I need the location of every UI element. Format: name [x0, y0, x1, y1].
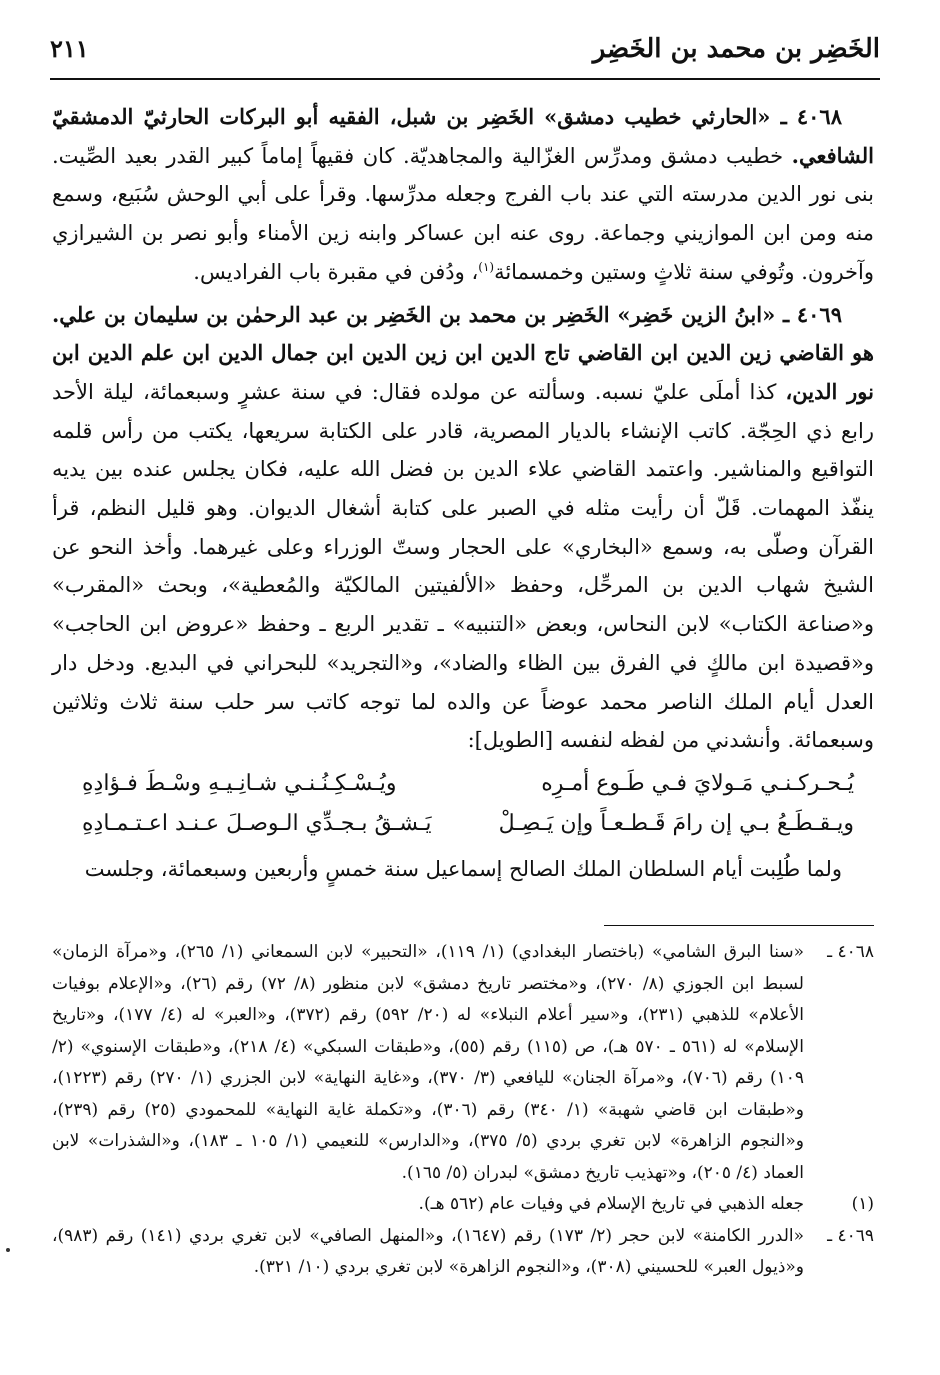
main-text: [52, 98, 874, 893]
footnote: [52, 1189, 874, 1221]
footnote: [52, 937, 874, 1189]
footnote-label: ٤٠٦٨ ـ: [827, 942, 874, 962]
footnote: [52, 1221, 874, 1284]
footnote-text: جعله الذهبي في تاريخ الإسلام في وفيات عام (٥٦٢ هـ).: [418, 1194, 804, 1214]
margin-dot: [6, 1248, 10, 1252]
verse-second-hemistich: ويُـسْـكِـنُـنـي شـانِـيـهِ وسْـطَ فـؤادِهِ: [82, 770, 397, 796]
footnote-reference: (١): [478, 259, 495, 274]
page-number: ٢١١: [50, 34, 89, 63]
footnotes: [52, 937, 874, 1284]
page-header: [50, 30, 880, 74]
entry-body-tail: ، ودُفن في مقبرة باب الفراديس.: [193, 259, 479, 284]
verse-first-hemistich: ويـقـطَـعُ بـي إن رامَ قَـطـعـاً وإن يَـصِـلْ: [498, 810, 854, 836]
verse-line: [82, 804, 854, 844]
footnote-label: ٤٠٦٩ ـ: [827, 1225, 874, 1246]
footnote-text: «سنا البرق الشامي» (باختصار البغدادي) (١/ ١١٩)، «التحبير» لابن السمعاني (١/ ٢٦٥)، و«مرآة الزمان» لسبط ابن الجوزي (٨/ ٢٧٠)، و«مختصر تاريخ دمشق» لابن منظور (٨/ ٧٢) رقم (٢٦)، و«الإعلام بوفيات الأعلام» للذهبي (٢٣١)، و«سير أعلام النبلاء» له (٢٠/ ٥٩٢) رقم (٣٧٢)، و«العبر» له (٤/ ١٧٧)، و«تاريخ الإسلام» له (٥٦١ ـ ٥٧٠ هـ)، ص (١١٥) رقم (٥٥)، و«طبقات السبكي» (٤/ ٢١٨)، و«طبقات الإسنوي» (٢/ ١٠٩) رقم (٧٠٦)، و«مرآة الجنان» لليافعي (٣/ ٣٧٠)، و«غاية النهاية» لابن الجزري (١/ ٢٧٠) رقم (١٢٢٣)، و«طبقات ابن قاضي شهبة» (١/ ٣٤٠) رقم (٣٠٦)، و«تكملة غاية النهاية» للمحمودي (٢٥) رقم (٢٣٩)، و«النجوم الزاهرة» لابن تغري بردي (٥/ ٣٧٥)، و«الدارس» للنعيمي (١/ ١٠٥ ـ ١٨٣)، و«الشذرات» لابن العماد (٤/ ٢٠٥)، و«تهذيب تاريخ دمشق» لبدران (٥/ ١٦٥).: [52, 942, 804, 1183]
entry-heading: ٤٠٦٩ ـ «ابنُ الزين خَضِر» الخَضِر بن محمد بن الخَضِر بن عبد الرحمٰن بن سليمان بن علي. هو القاضي زين الدين ابن القاضي تاج الدين ابن زين الدين ابن جمال الدين ابن علم الدين ابن نور الدين،: [52, 301, 874, 404]
verse-second-hemistich: يَـشـقُ بـجـدِّي الـوصـلَ عـنـد اعـتـمـادِهِ: [82, 810, 432, 836]
entry-body: خطيب دمشق ومدرِّس الغزّالية والمجاهديّة. كان فقيهاً إماماً كبير القدر بعيد الصِّيت. بنى نور الدين مدرسته التي عند باب الفرج وجعله مدرِّسها. وقرأ على أبي الوحش سُبَيع، وسمع منه ومن ابن الموازيني وجماعة. روى عنه ابن عساكر وابنه زين الأمناء وأبو نصر بن الشيرازي وآخرون. وتُوفي سنة ثلاثٍ وستين وخمسمائة: [52, 143, 874, 284]
continuation-paragraph: ولما طُلِبت أيام السلطان الملك الصالح إسماعيل سنة خمسٍ وأربعين وسبعمائة، وجلست: [84, 856, 842, 881]
header-rule: [50, 78, 880, 80]
entry-body: كذا أملَى عليّ نسبه. وسألته عن مولده فقال: في سنة عشرٍ وسبعمائة، ليلة الأحد رابع ذي الحِجّة. كاتب الإنشاء بالديار المصرية، قادر على الكتابة سريعها، يكتب من رأس قلمه التواقيع والمناشير. واعتمد القاضي علاء الدين بن فضل الله عليه، فكان يجلس عنده بين يديه ينفّذ المهمات. قَلّ أن رأيت مثله في الصبر على كتابة أشغال الديوان. وهو قليل النظم، قرأ القرآن وصلّى به، وسمع «البخاري» على الحجار وستّ الوزراء وعلى غيرهما. وأخذ النحو عن الشيخ شهاب الدين بن المرحِّل، وحفظ «الألفيتين المالكيّة والمُعطية»، وبحث «المقرب» و«صناعة الكتاب» لابن النحاس، وبعض «التنبيه» ـ تقدير الربع ـ وحفظ «عروض ابن الحاجب» و«قصيدة ابن مالكٍ في الفرق بين الظاء والضاد»، و«التجريد» للبحراني في البديع. ودخل دار العدل أيام الملك الناصر محمد عوضاً عن والده لما توجه كاتب سر حلب سنة ثلاث وثلاثين وسبعمائة. وأنشدني من لفظه لنفسه [الطويل]:: [52, 379, 874, 753]
entry-heading: ٤٠٦٨ ـ «الحارثي خطيب دمشق» الخَضِر بن شبل، الفقيه أبو البركات الحارثيّ الدمشقيّ الشافعي.: [52, 104, 874, 168]
entry-4069: [52, 296, 874, 760]
footnote-separator: [604, 925, 874, 926]
running-title: الخَضِر بن محمد بن الخَضِر: [592, 34, 880, 64]
verse-first-hemistich: يُـحـركـنـي مَـولايَ فـي طَـوع أمـرِه: [541, 770, 854, 796]
poem: [82, 764, 854, 844]
footnote-text: «الدرر الكامنة» لابن حجر (٢/ ١٧٣) رقم (١٦٤٧)، و«المنهل الصافي» لابن تغري بردي (١٤١) رقم (٩٨٣)، و«ذيول العبر» للحسيني (٣٠٨)، و«النجوم الزاهرة» لابن تغري بردي (١٠/ ٣٢١).: [52, 1225, 804, 1277]
footnote-label: (١): [851, 1194, 874, 1214]
verse-line: [82, 764, 854, 804]
entry-4068: [52, 98, 874, 292]
